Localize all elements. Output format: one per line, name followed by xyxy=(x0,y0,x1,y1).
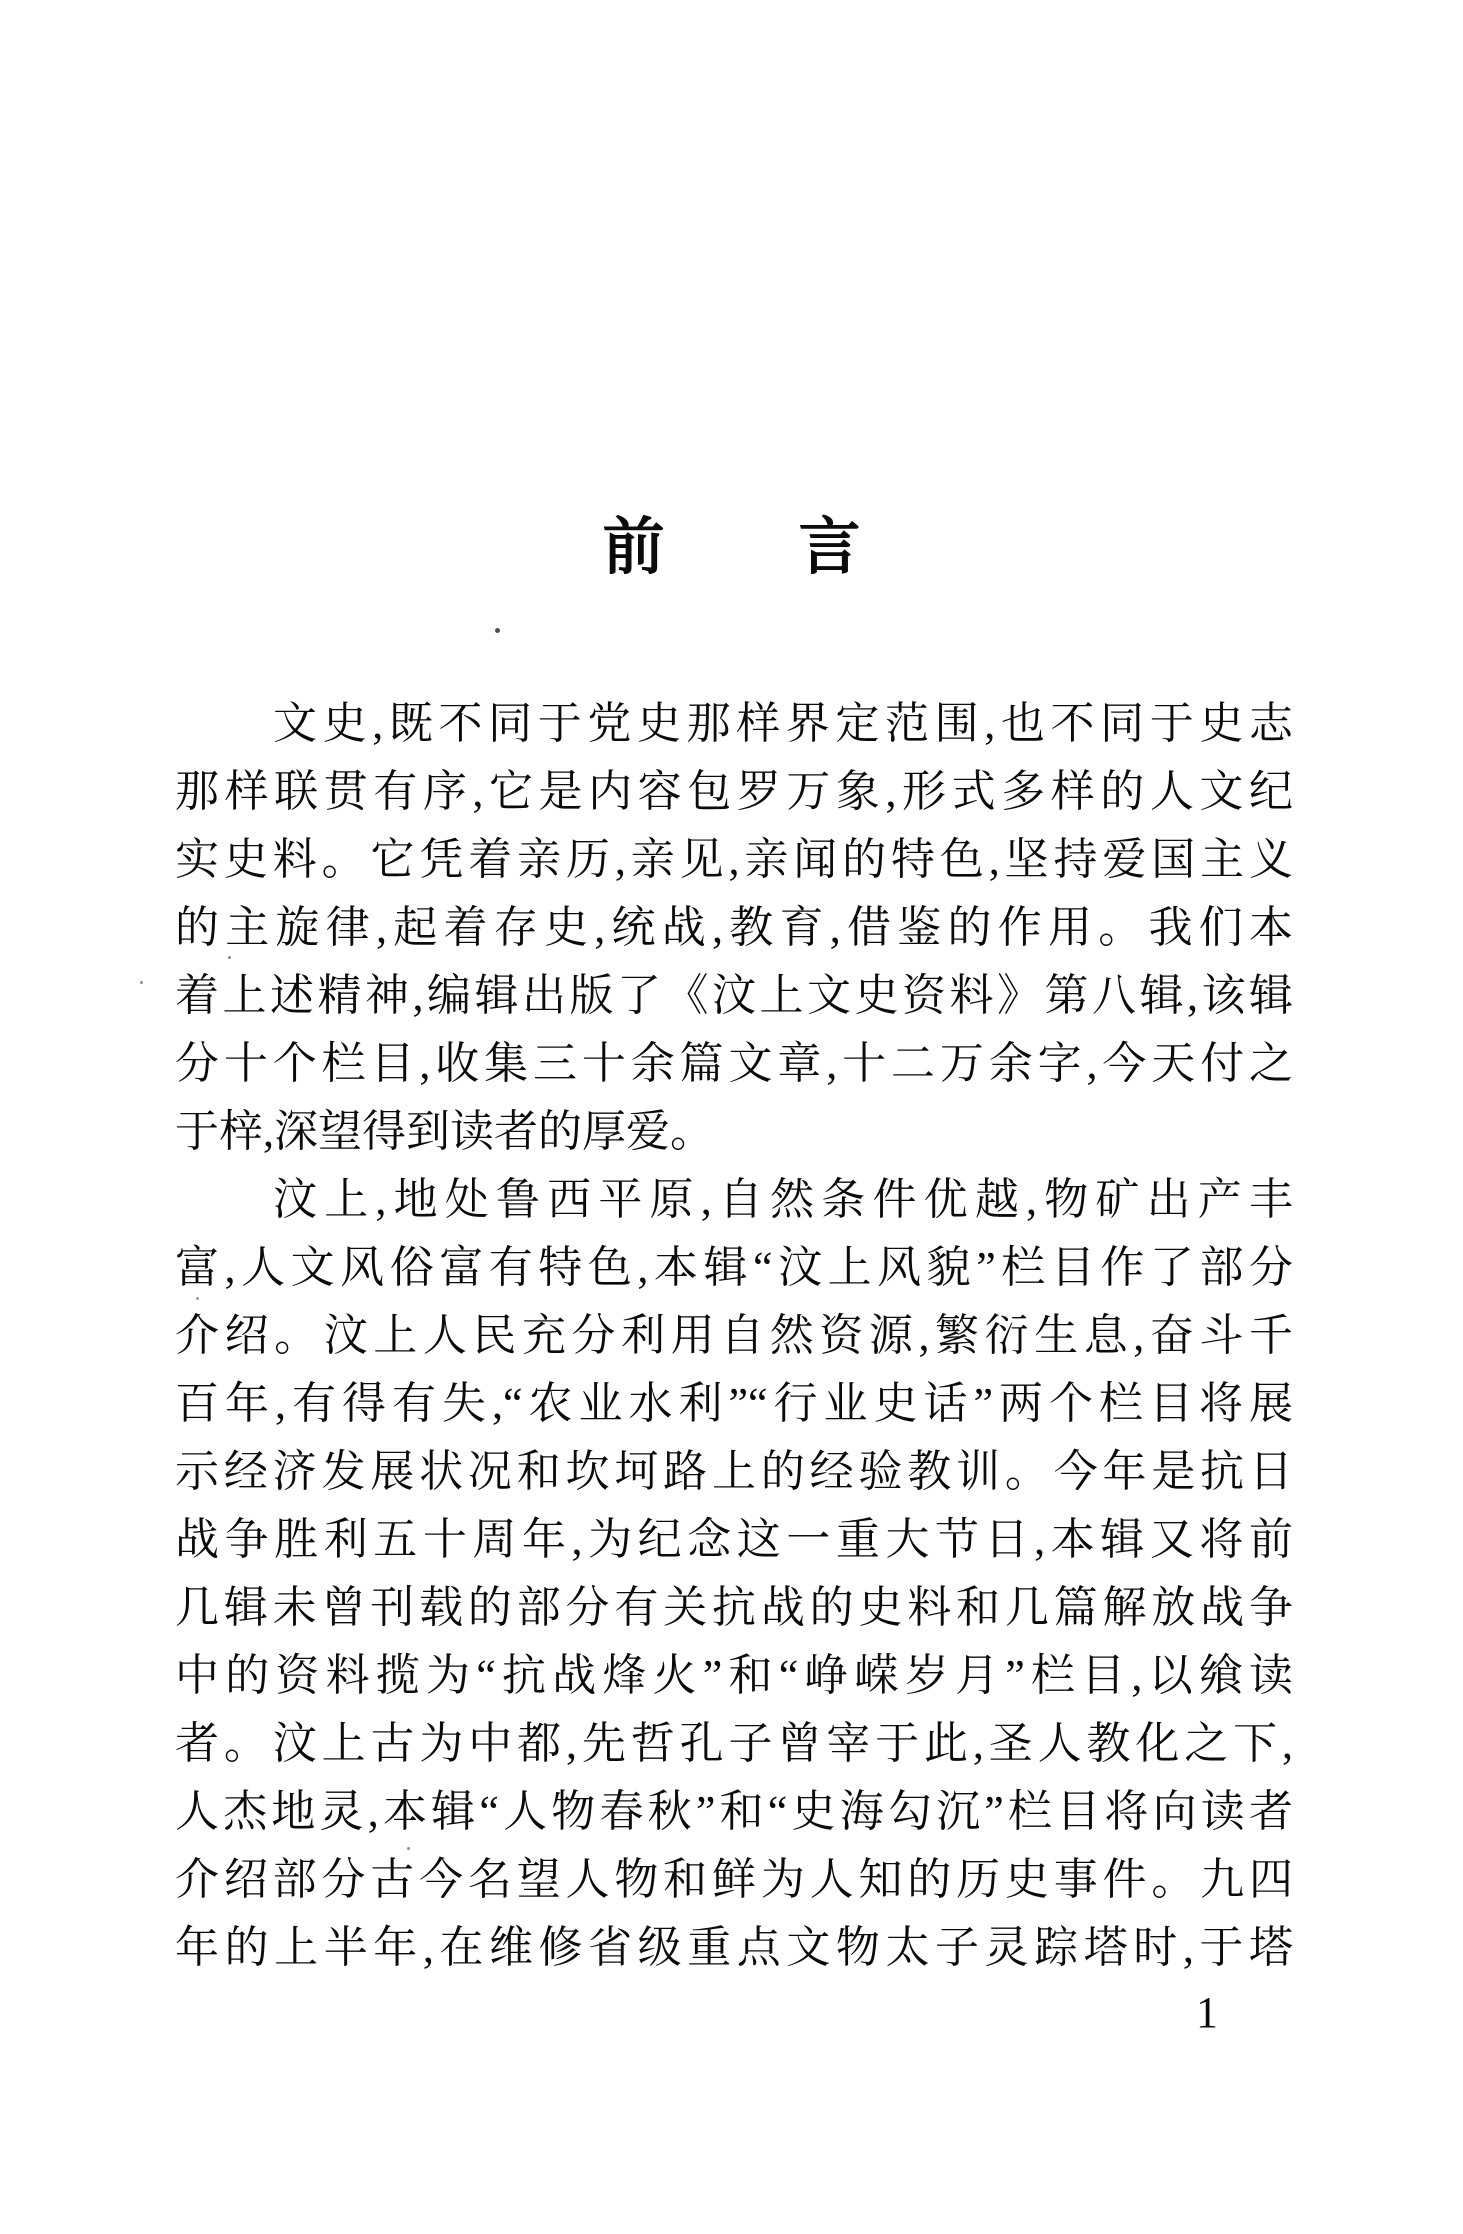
text-line: 者。汶上古为中都,先哲孔子曾宰于此,圣人教化之下, xyxy=(175,1719,1293,1768)
text-line: 富,人文风俗富有特色,本辑“汶上风貌”栏目作了部分 xyxy=(175,1243,1293,1292)
page-title-char-2: 言 xyxy=(798,514,861,582)
text-line: 于梓,深望得到读者的厚爱。 xyxy=(175,1107,714,1156)
text-line: 介绍。汶上人民充分利用自然资源,繁衍生息,奋斗千 xyxy=(175,1311,1293,1360)
text-line: 着上述精神,编辑出版了《汶上文史资料》第八辑,该辑 xyxy=(175,971,1293,1020)
scan-speck xyxy=(495,628,500,633)
scan-speck xyxy=(407,1847,410,1850)
text-line: 实史料。它凭着亲历,亲见,亲闻的特色,坚持爱国主义 xyxy=(175,835,1293,884)
scan-speck xyxy=(196,1297,199,1300)
scan-speck xyxy=(228,956,231,959)
text-line: 的主旋律,起着存史,统战,教育,借鉴的作用。我们本 xyxy=(175,903,1293,952)
text-line: 汶上,地处鲁西平原,自然条件优越,物矿出产丰 xyxy=(273,1175,1293,1224)
body-text xyxy=(175,690,1293,1982)
text-line: 那样联贯有序,它是内容包罗万象,形式多样的人文纪 xyxy=(175,767,1293,816)
text-line: 中的资料揽为“抗战烽火”和“峥嵘岁月”栏目,以飨读 xyxy=(175,1651,1293,1700)
page-title-char-1: 前 xyxy=(602,514,665,582)
text-line: 人杰地灵,本辑“人物春秋”和“史海勾沉”栏目将向读者 xyxy=(175,1787,1293,1836)
page-title xyxy=(0,508,1463,588)
text-line: 文史,既不同于党史那样界定范围,也不同于史志 xyxy=(273,699,1293,748)
text-line: 分十个栏目,收集三十余篇文章,十二万余字,今天付之 xyxy=(175,1039,1293,1088)
scan-speck xyxy=(140,981,143,984)
text-line: 年的上半年,在维修省级重点文物太子灵踪塔时,于塔 xyxy=(175,1923,1293,1972)
text-line: 百年,有得有失,“农业水利”“行业史话”两个栏目将展 xyxy=(175,1379,1293,1428)
page-number: 1 xyxy=(1196,1988,1218,2037)
text-line: 战争胜利五十周年,为纪念这一重大节日,本辑又将前 xyxy=(175,1515,1293,1564)
text-line: 几辑未曾刊载的部分有关抗战的史料和几篇解放战争 xyxy=(175,1583,1293,1632)
text-line: 示经济发展状况和坎坷路上的经验教训。今年是抗日 xyxy=(175,1447,1293,1496)
text-line: 介绍部分古今名望人物和鲜为人知的历史事件。九四 xyxy=(175,1855,1293,1904)
